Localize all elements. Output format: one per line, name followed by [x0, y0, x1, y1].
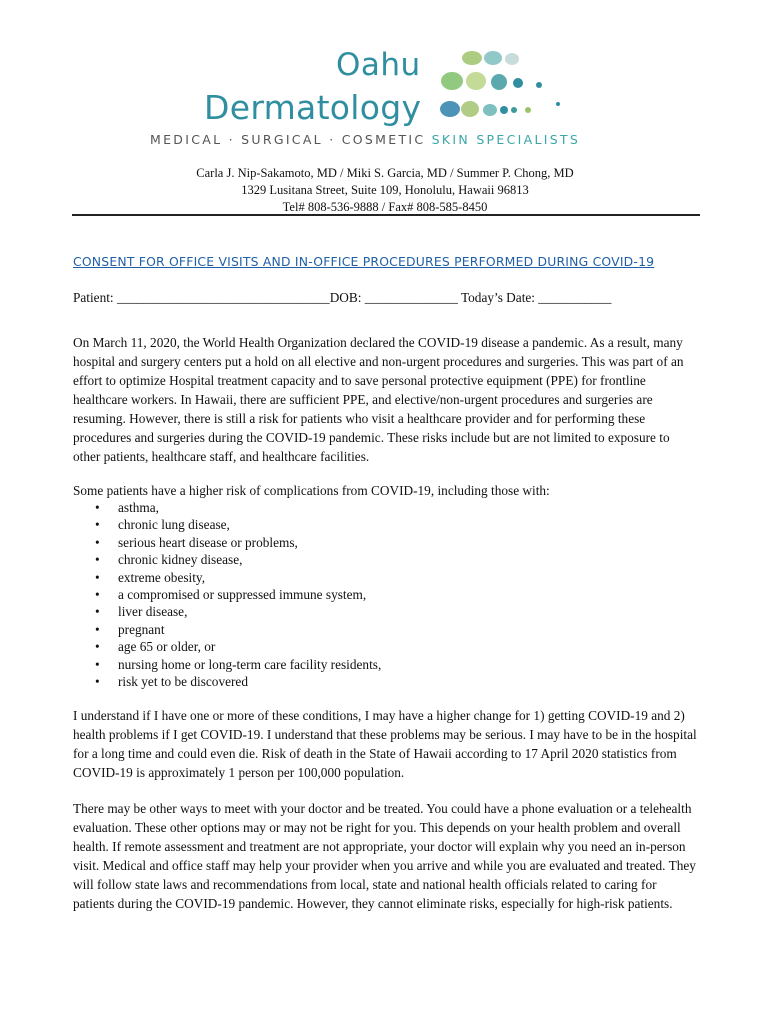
- header-divider: [72, 214, 700, 216]
- bullet-icon: •: [95, 552, 100, 568]
- list-item-text: age 65 or older, or: [118, 639, 216, 655]
- list-item: [73, 656, 673, 673]
- list-item: [73, 551, 673, 568]
- patient-info-line: Patient: ________________________________DOB: ______________ Today’s Date: ___________: [73, 290, 612, 305]
- bullet-icon: •: [95, 656, 100, 672]
- bullet-icon: •: [95, 569, 100, 585]
- tagline-services: MEDICAL · SURGICAL · COSMETIC: [150, 132, 432, 147]
- list-item-text: extreme obesity,: [118, 569, 206, 585]
- list-item: [73, 603, 673, 620]
- practice-header: [0, 165, 770, 216]
- list-item: [73, 569, 673, 586]
- bullet-icon: •: [95, 586, 100, 602]
- list-item-text: chronic kidney disease,: [118, 552, 243, 568]
- doctors-line: Carla J. Nip-Sakamoto, MD / Miki S. Garcia, MD / Summer P. Chong, MD: [196, 166, 574, 180]
- bullet-icon: •: [95, 621, 100, 637]
- list-item: [73, 621, 673, 638]
- logo-wordmark-oahu: Oahu: [336, 47, 421, 83]
- list-item-text: a compromised or suppressed immune system,: [118, 586, 367, 602]
- list-item: [73, 534, 673, 551]
- address-line: 1329 Lusitana Street, Suite 109, Honolulu, Hawaii 96813: [241, 183, 529, 197]
- list-item-text: liver disease,: [118, 604, 188, 620]
- list-item: [73, 638, 673, 655]
- bullet-icon: •: [95, 500, 100, 515]
- risk-intro-paragraph: Some patients have a higher risk of complications from COVID-19, including those with:: [73, 483, 550, 498]
- bullet-icon: •: [95, 673, 100, 689]
- list-item: [73, 516, 673, 533]
- list-item-text: nursing home or long-term care facility residents,: [118, 656, 382, 672]
- list-item: [73, 499, 673, 516]
- understanding-paragraph: I understand if I have one or more of these conditions, I may have a higher change for 1) getting COVID-19 and 2) health problems if I get COVID-19. I understand that these problems may be serious. I may have to be in the hospital for a long time and could even die. Risk of death in the State of Hawaii according to 17 April 2020 statistics from COVID-19 is approximately 1 person per 100,000 population.: [73, 708, 697, 780]
- bullet-icon: •: [95, 517, 100, 533]
- alternatives-paragraph: There may be other ways to meet with your doctor and be treated. You could have a phone evaluation or a telehealth evaluation. These other options may or may not be right for you. This depends on your health problem and overall health. If remote assessment and treatment are not appropriate, your doctor will explain why you need an in-person visit. Medical and office staff may help your provider when you arrive and while you are evaluated and treated. They will follow state laws and recommendations from local, state and national health officials related to caring for patients during the COVID-19 pandemic. However, they cannot eliminate risks, especially for high-risk patients.: [73, 801, 696, 911]
- risk-conditions-list: [73, 499, 673, 690]
- list-item-text: pregnant: [118, 621, 165, 637]
- consent-title: CONSENT FOR OFFICE VISITS AND IN-OFFICE PROCEDURES PERFORMED DURING COVID-19: [73, 254, 655, 269]
- tagline-skin-specialists: SKIN SPECIALISTS: [431, 132, 581, 147]
- logo-dots-graphic: [436, 46, 576, 126]
- list-item: [73, 673, 673, 690]
- list-item: [73, 586, 673, 603]
- bullet-icon: •: [95, 604, 100, 620]
- oahu-dermatology-logo: [0, 0, 770, 160]
- intro-paragraph: On March 11, 2020, the World Health Organization declared the COVID-19 disease a pandemic. As a result, many hospital and surgery centers put a hold on all elective and non-urgent procedures and surgeries. This was part of an effort to optimize Hospital treatment capacity and to save personal protective equipment (PPE) for frontline healthcare workers. In Hawaii, there are sufficient PPE, and elective/non-urgent procedures and surgeries are resuming. However, there is still a risk for patients who visit a healthcare provider and for performing these procedures and surgeries during the COVID-19 pandemic. These risks include but are not limited to exposure to other patients, healthcare staff, and healthcare facilities.: [73, 335, 684, 464]
- bullet-icon: •: [95, 534, 100, 550]
- list-item-text: chronic lung disease,: [118, 517, 230, 533]
- list-item-text: asthma,: [118, 500, 159, 515]
- contact-line: Tel# 808-536-9888 / Fax# 808-585-8450: [282, 200, 488, 214]
- logo-tagline: [150, 134, 580, 147]
- bullet-icon: •: [95, 639, 100, 655]
- list-item-text: serious heart disease or problems,: [118, 534, 298, 550]
- list-item-text: risk yet to be discovered: [118, 673, 248, 689]
- logo-wordmark-dermatology: Dermatology: [204, 88, 422, 127]
